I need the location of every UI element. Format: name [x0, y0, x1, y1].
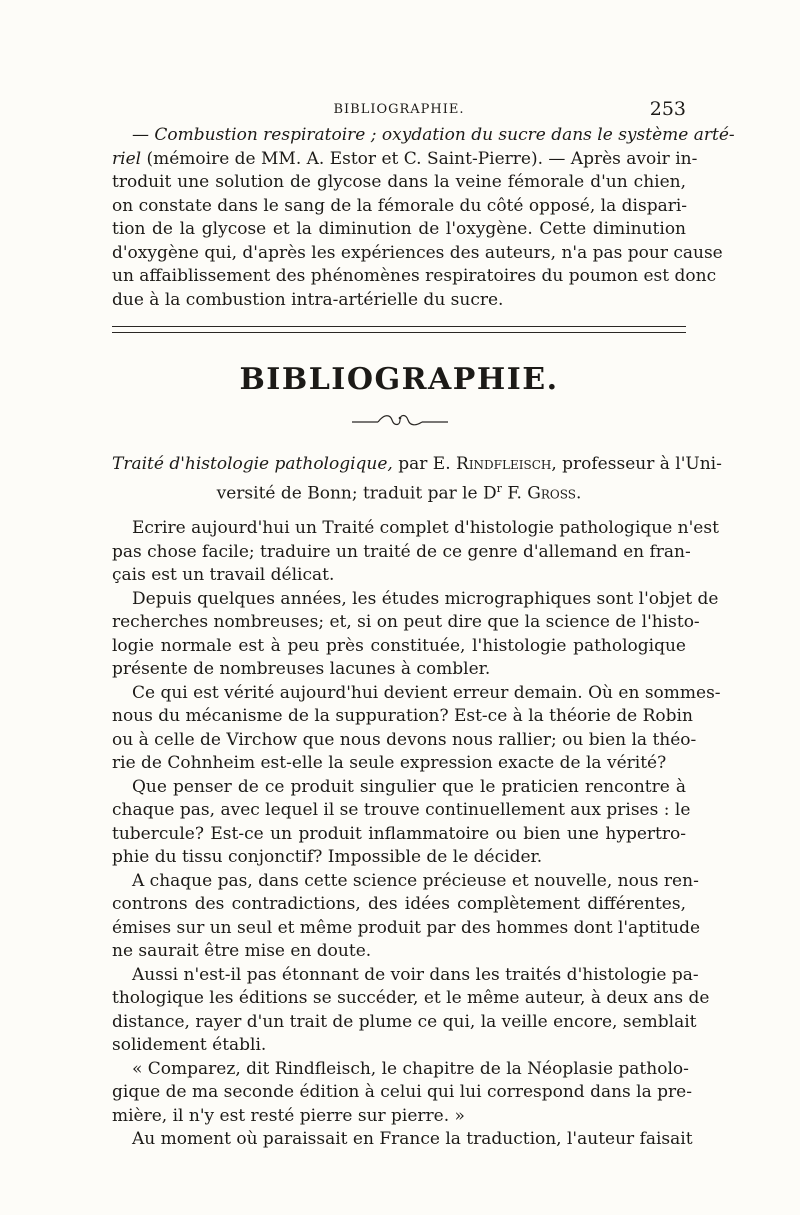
text-line: mière, il n'y est resté pierre sur pierre. »	[112, 1105, 465, 1126]
section-divider-rule	[112, 326, 686, 333]
text-line: thologique les éditions se succéder, et le même auteur, à deux ans de	[112, 988, 710, 1008]
text-line: — Combustion respiratoire ; oxydation du sucre dans le système arté-	[132, 125, 735, 145]
text-line: nous du mécanisme de la suppuration? Est-ce à la théorie de Robin	[112, 706, 693, 726]
text-line: émises sur un seul et même produit par des hommes dont l'aptitude	[112, 917, 701, 938]
text-line: un affaiblissement des phénomènes respiratoires du poumon est donc	[112, 266, 717, 286]
running-head	[112, 98, 686, 122]
paragraph	[112, 682, 721, 776]
text-span: (mémoire de MM. A. Estor et C. Saint-Pierre). — Après avoir in-	[141, 148, 698, 169]
paragraph	[112, 588, 719, 682]
page-number: 253	[649, 98, 686, 120]
text-line: « Comparez, dit Rindfleisch, le chapitre de la Néoplasie patholo-	[132, 1058, 689, 1079]
text-line: Que penser de ce produit singulier que le praticien rencontre à	[132, 776, 686, 797]
paragraph	[112, 1128, 693, 1152]
italic-text: riel	[112, 148, 142, 169]
text-line: pas chose facile; traduire un traité de ce genre d'allemand en fran-	[112, 541, 691, 562]
abstract-paragraph	[112, 124, 735, 312]
text-line: rie de Cohnheim est-elle la seule expression exacte de la vérité?	[112, 753, 667, 773]
text-line: troduit une solution de glycose dans la veine fémorale d'un chien,	[112, 172, 686, 192]
text-line: ou à celle de Virchow que nous devons nous rallier; ou bien la théo-	[112, 729, 697, 750]
review-body	[112, 517, 721, 1152]
section-title: BIBLIOGRAPHIE.	[239, 362, 559, 397]
text-line: distance, rayer d'un trait de plume ce qui, la veille encore, semblait	[112, 1011, 697, 1032]
paragraph	[112, 1058, 692, 1129]
text-line: Au moment où paraissait en France la traduction, l'auteur faisait	[132, 1129, 693, 1149]
text-line: tion de la glycose et la diminution de l'oxygène. Cette diminution	[112, 219, 686, 239]
text-line: phie du tissu conjonctif? Impossible de le décider.	[112, 847, 543, 867]
paragraph	[112, 964, 710, 1058]
text-line: chaque pas, avec lequel il se trouve continuellement aux prises : le	[112, 800, 691, 820]
text-span: par E.	[392, 454, 457, 474]
text-line: on constate dans le sang de la fémorale du côté opposé, la dispari-	[112, 195, 688, 216]
text-line: solidement établi.	[112, 1035, 267, 1055]
text-line: présente de nombreuses lacunes à combler.	[112, 659, 491, 679]
text-span: F.	[501, 483, 528, 504]
paragraph	[112, 517, 719, 588]
text-span: .	[575, 483, 582, 504]
text-line: logie normale est à peu près constituée, l'histologie pathologique	[112, 635, 686, 656]
text-line: çais est un travail délicat.	[112, 565, 335, 585]
paragraph	[112, 870, 701, 964]
ornament-flourish-icon	[350, 412, 450, 428]
text-line: gique de ma seconde édition à celui qui lui correspond dans la pre-	[112, 1082, 692, 1102]
text-span: versité de Bonn; traduit par le D	[216, 483, 497, 504]
text-line: Ce qui est vérité aujourd'hui devient erreur demain. Où en sommes-	[132, 682, 721, 703]
running-head-title: BIBLIOGRAPHIE.	[333, 102, 465, 117]
text-span: , professeur à l'Uni-	[551, 454, 722, 474]
text-line: recherches nombreuses; et, si on peut dire que la science de l'histo-	[112, 612, 700, 632]
translator-name: Gross	[527, 483, 576, 504]
text-line: A chaque pas, dans cette science précieuse et nouvelle, nous ren-	[132, 870, 699, 891]
text-line: Depuis quelques années, les études micrographiques sont l'objet de	[132, 588, 719, 609]
text-line: due à la combustion intra-artérielle du sucre.	[112, 289, 504, 310]
text-line: ne saurait être mise en doute.	[112, 941, 372, 961]
author-name: Rindfleisch	[456, 454, 552, 474]
superscript: r	[496, 481, 502, 495]
text-line: Ecrire aujourd'hui un Traité complet d'histologie pathologique n'est	[132, 518, 719, 538]
text-line: tubercule? Est-ce un produit inflammatoire ou bien une hypertro-	[112, 823, 686, 844]
book-title: Traité d'histologie pathologique,	[112, 454, 393, 474]
text-line: Aussi n'est-il pas étonnant de voir dans les traités d'histologie pa-	[132, 964, 699, 985]
text-line: controns des contradictions, des idées complètement différentes,	[112, 894, 686, 914]
book-reference	[112, 453, 722, 504]
text-line	[112, 148, 698, 172]
text-line	[112, 453, 722, 477]
text-line: d'oxygène qui, d'après les expériences des auteurs, n'a pas pour cause	[112, 242, 723, 263]
text-line	[112, 477, 686, 504]
paragraph	[112, 776, 691, 870]
